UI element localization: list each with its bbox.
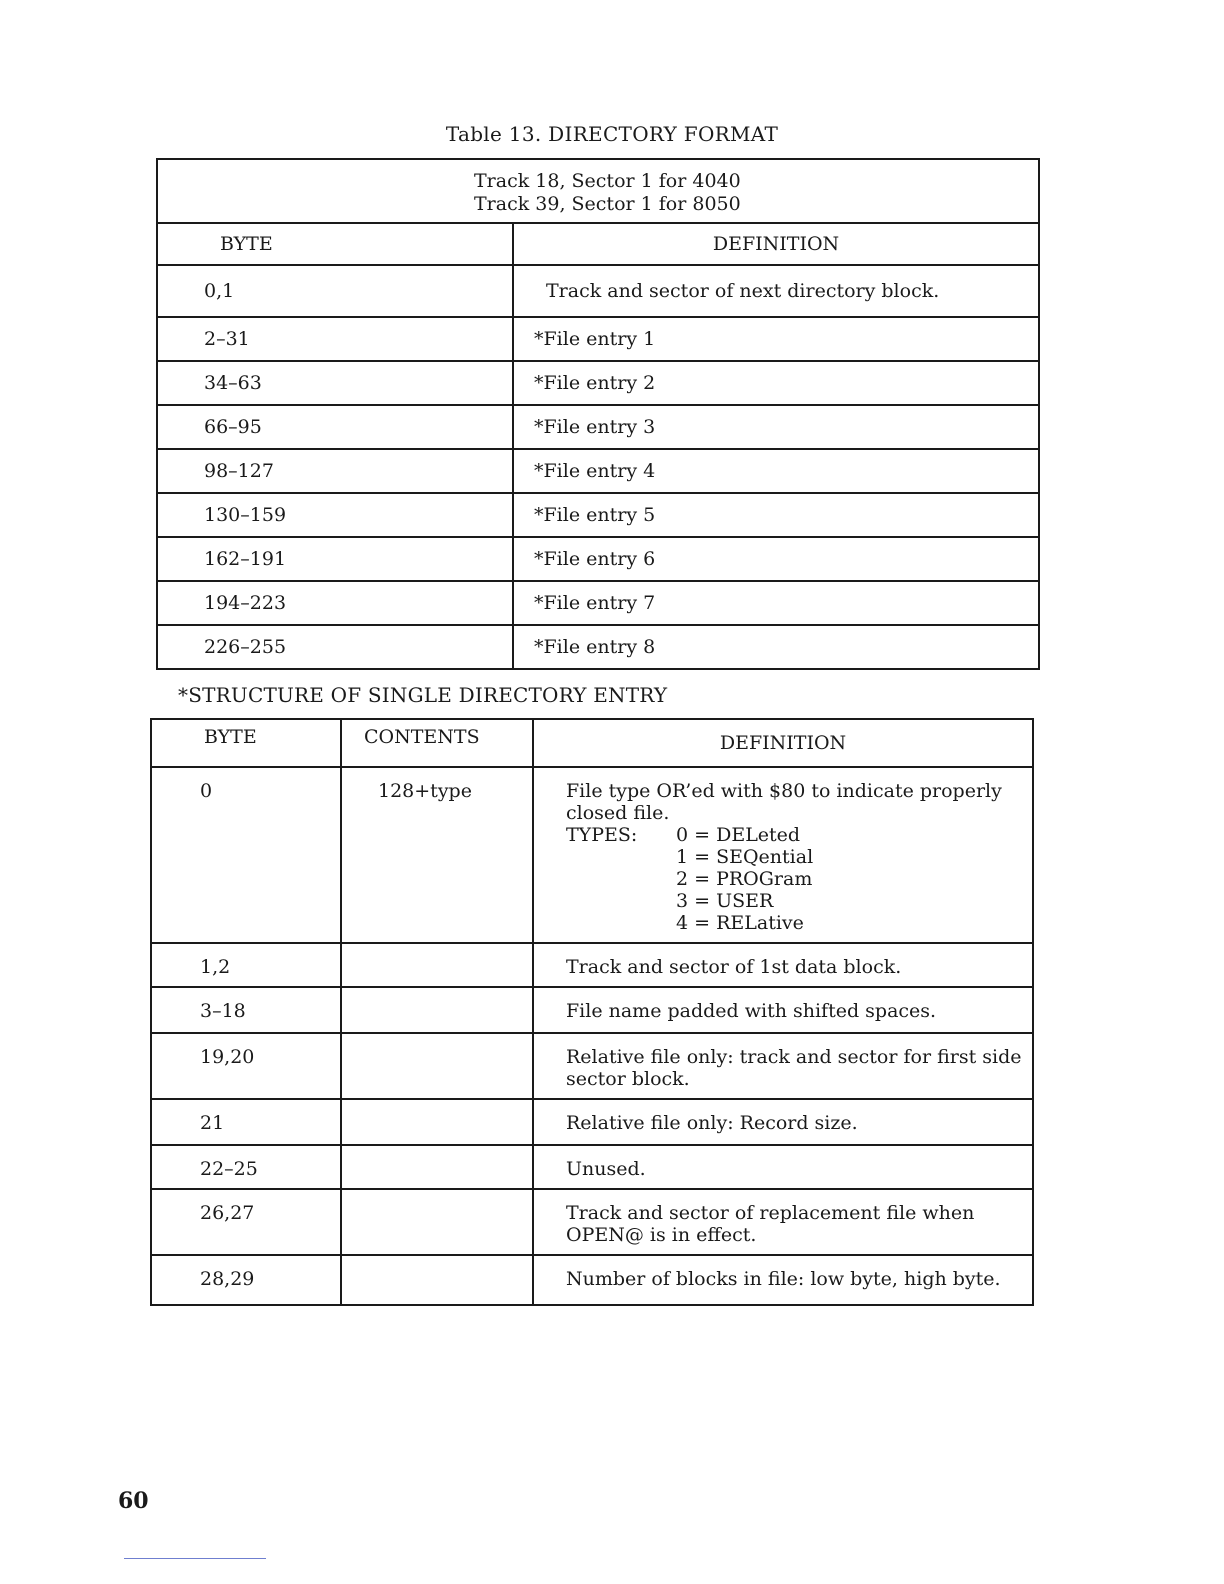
track-line-8050: Track 39, Sector 1 for 8050	[474, 193, 741, 215]
byte-cell: 194–223	[157, 581, 513, 625]
byte-cell: 22–25	[151, 1145, 341, 1189]
track-line-4040: Track 18, Sector 1 for 4040	[474, 170, 741, 192]
type-item: 0 = DELeted	[676, 824, 801, 846]
byte-cell: 2–31	[157, 317, 513, 361]
column-header-byte: BYTE	[151, 719, 341, 767]
table-row	[157, 405, 1039, 449]
table-row	[157, 581, 1039, 625]
contents-cell	[341, 987, 533, 1033]
definition-cell: *File entry 2	[513, 361, 1039, 405]
directory-entry-structure-table	[150, 718, 1034, 1306]
definition-cell: Track and sector of replacement file when OPEN@ is in effect.	[533, 1189, 1033, 1255]
byte-cell: 21	[151, 1099, 341, 1145]
definition-cell: Relative file only: Record size.	[533, 1099, 1033, 1145]
column-header-definition: DEFINITION	[533, 719, 1033, 767]
table-row	[157, 493, 1039, 537]
byte-cell: 19,20	[151, 1033, 341, 1099]
type-item: 2 = PROGram	[676, 868, 813, 890]
table-row	[151, 1255, 1033, 1305]
byte-cell: 26,27	[151, 1189, 341, 1255]
definition-cell: Number of blocks in file: low byte, high byte.	[533, 1255, 1033, 1305]
definition-cell: Relative file only: track and sector for first side sector block.	[533, 1033, 1033, 1099]
type-item: 1 = SEQential	[676, 846, 814, 868]
contents-cell	[341, 1255, 533, 1305]
definition-cell: File name padded with shifted spaces.	[533, 987, 1033, 1033]
byte-cell: 3–18	[151, 987, 341, 1033]
table-row	[157, 449, 1039, 493]
definition-cell	[533, 767, 1033, 943]
definition-cell: *File entry 5	[513, 493, 1039, 537]
table-row	[157, 361, 1039, 405]
byte-cell: 1,2	[151, 943, 341, 987]
file-types-list	[566, 824, 1026, 934]
table-row	[151, 943, 1033, 987]
byte-cell: 0	[151, 767, 341, 943]
table-title: Table 13. DIRECTORY FORMAT	[445, 122, 779, 146]
file-type-description: File type OR’ed with $80 to indicate properly closed file.	[566, 780, 1002, 824]
contents-cell	[341, 1145, 533, 1189]
definition-cell: Unused.	[533, 1145, 1033, 1189]
table-row	[157, 625, 1039, 669]
definition-cell: *File entry 8	[513, 625, 1039, 669]
byte-cell: 162–191	[157, 537, 513, 581]
column-header-definition: DEFINITION	[513, 223, 1039, 265]
byte-cell: 28,29	[151, 1255, 341, 1305]
table-row	[151, 1145, 1033, 1189]
contents-cell	[341, 1189, 533, 1255]
track-sector-header	[157, 159, 1039, 223]
table-row	[151, 1189, 1033, 1255]
structure-caption: *STRUCTURE OF SINGLE DIRECTORY ENTRY	[178, 683, 668, 707]
byte-cell: 130–159	[157, 493, 513, 537]
definition-cell: Track and sector of 1st data block.	[533, 943, 1033, 987]
column-header-row	[157, 223, 1039, 265]
types-label: TYPES:	[566, 824, 638, 846]
table-row	[157, 537, 1039, 581]
page-number: 60	[118, 1488, 149, 1514]
footer-rule	[124, 1558, 266, 1559]
definition-cell: *File entry 3	[513, 405, 1039, 449]
definition-cell: *File entry 7	[513, 581, 1039, 625]
table-row	[151, 1099, 1033, 1145]
byte-cell: 0,1	[157, 265, 513, 317]
table-row	[157, 265, 1039, 317]
column-header-byte: BYTE	[157, 223, 513, 265]
contents-cell	[341, 1099, 533, 1145]
definition-cell: *File entry 4	[513, 449, 1039, 493]
type-item: 3 = USER	[676, 890, 774, 912]
type-item: 4 = RELative	[676, 912, 804, 934]
definition-cell: *File entry 6	[513, 537, 1039, 581]
definition-cell: Track and sector of next directory block.	[513, 265, 1039, 317]
column-header-row	[151, 719, 1033, 767]
table-row	[157, 317, 1039, 361]
directory-format-table	[156, 158, 1040, 670]
table-row	[151, 767, 1033, 943]
byte-cell: 98–127	[157, 449, 513, 493]
contents-cell	[341, 1033, 533, 1099]
contents-cell	[341, 943, 533, 987]
table-row	[151, 1033, 1033, 1099]
table-row	[151, 987, 1033, 1033]
column-header-contents: CONTENTS	[341, 719, 533, 767]
byte-cell: 66–95	[157, 405, 513, 449]
contents-cell: 128+type	[341, 767, 533, 943]
definition-cell: *File entry 1	[513, 317, 1039, 361]
byte-cell: 226–255	[157, 625, 513, 669]
byte-cell: 34–63	[157, 361, 513, 405]
